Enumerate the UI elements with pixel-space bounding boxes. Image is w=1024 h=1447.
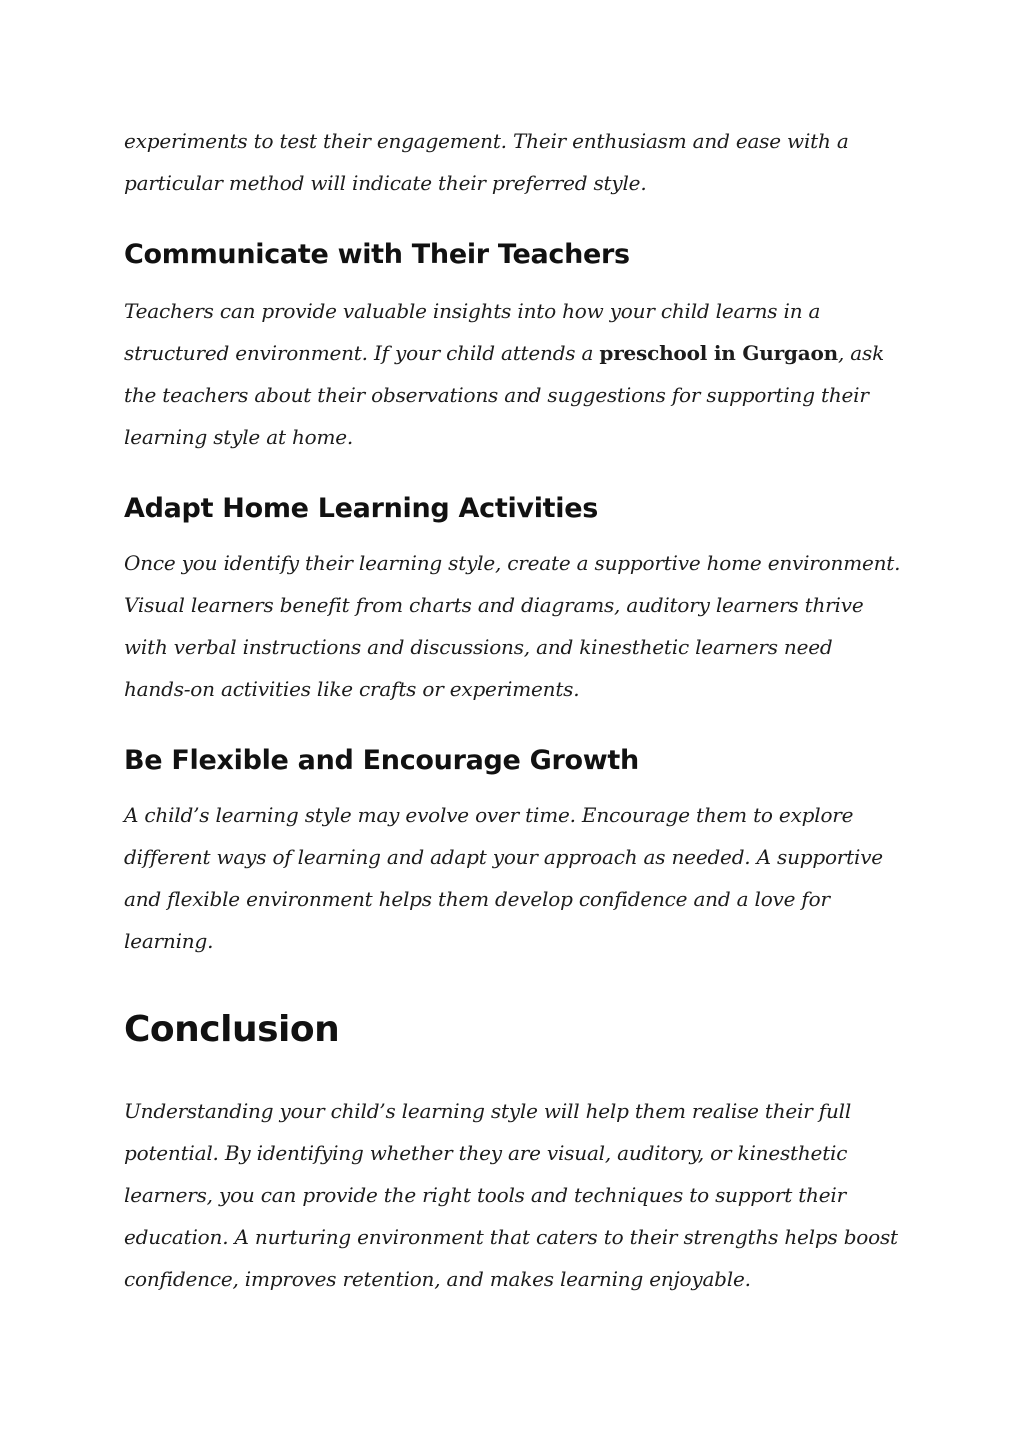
section-heading-adapt: Adapt Home Learning Activities <box>124 493 599 524</box>
section-heading-teachers: Communicate with Their Teachers <box>124 239 630 270</box>
conclusion-paragraph: Understanding your child’s learning style will help them realise their full potential. By identifying whether they are visual, auditory, or kinesthetic learners, you can provide the right tools and techniques to support their education. A nurturing environment that caters to their strengths helps boost confidence, improves retention, and makes learning enjoyable. <box>124 1099 898 1291</box>
preschool-link-text: preschool in Gurgaon <box>599 341 838 365</box>
document-page <box>124 120 904 1300</box>
paragraph-text-after: , ask the teachers about their observations and suggestions for supporting their learning style at home. <box>124 341 884 449</box>
section-paragraph-adapt: Once you identify their learning style, create a supportive home environment. Visual learners benefit from charts and diagrams, auditory learners thrive with verbal instructions and discussions, and kinesthetic learners need hands-on activities like crafts or experiments. <box>124 551 901 701</box>
conclusion-heading: Conclusion <box>124 1009 340 1050</box>
section-heading-flexible: Be Flexible and Encourage Growth <box>124 745 639 776</box>
paragraph-text-before: Teachers can provide valuable insights into how your child learns in a structured environment. If your child attends a <box>124 299 821 365</box>
section-paragraph-flexible: A child’s learning style may evolve over time. Encourage them to explore different ways of learning and adapt your approach as needed. A supportive and flexible environment helps them develop confidence and a love for learning. <box>124 803 883 953</box>
section-paragraph-teachers <box>124 290 904 458</box>
intro-paragraph: experiments to test their engagement. Their enthusiasm and ease with a particular method will indicate their preferred style. <box>124 129 849 195</box>
